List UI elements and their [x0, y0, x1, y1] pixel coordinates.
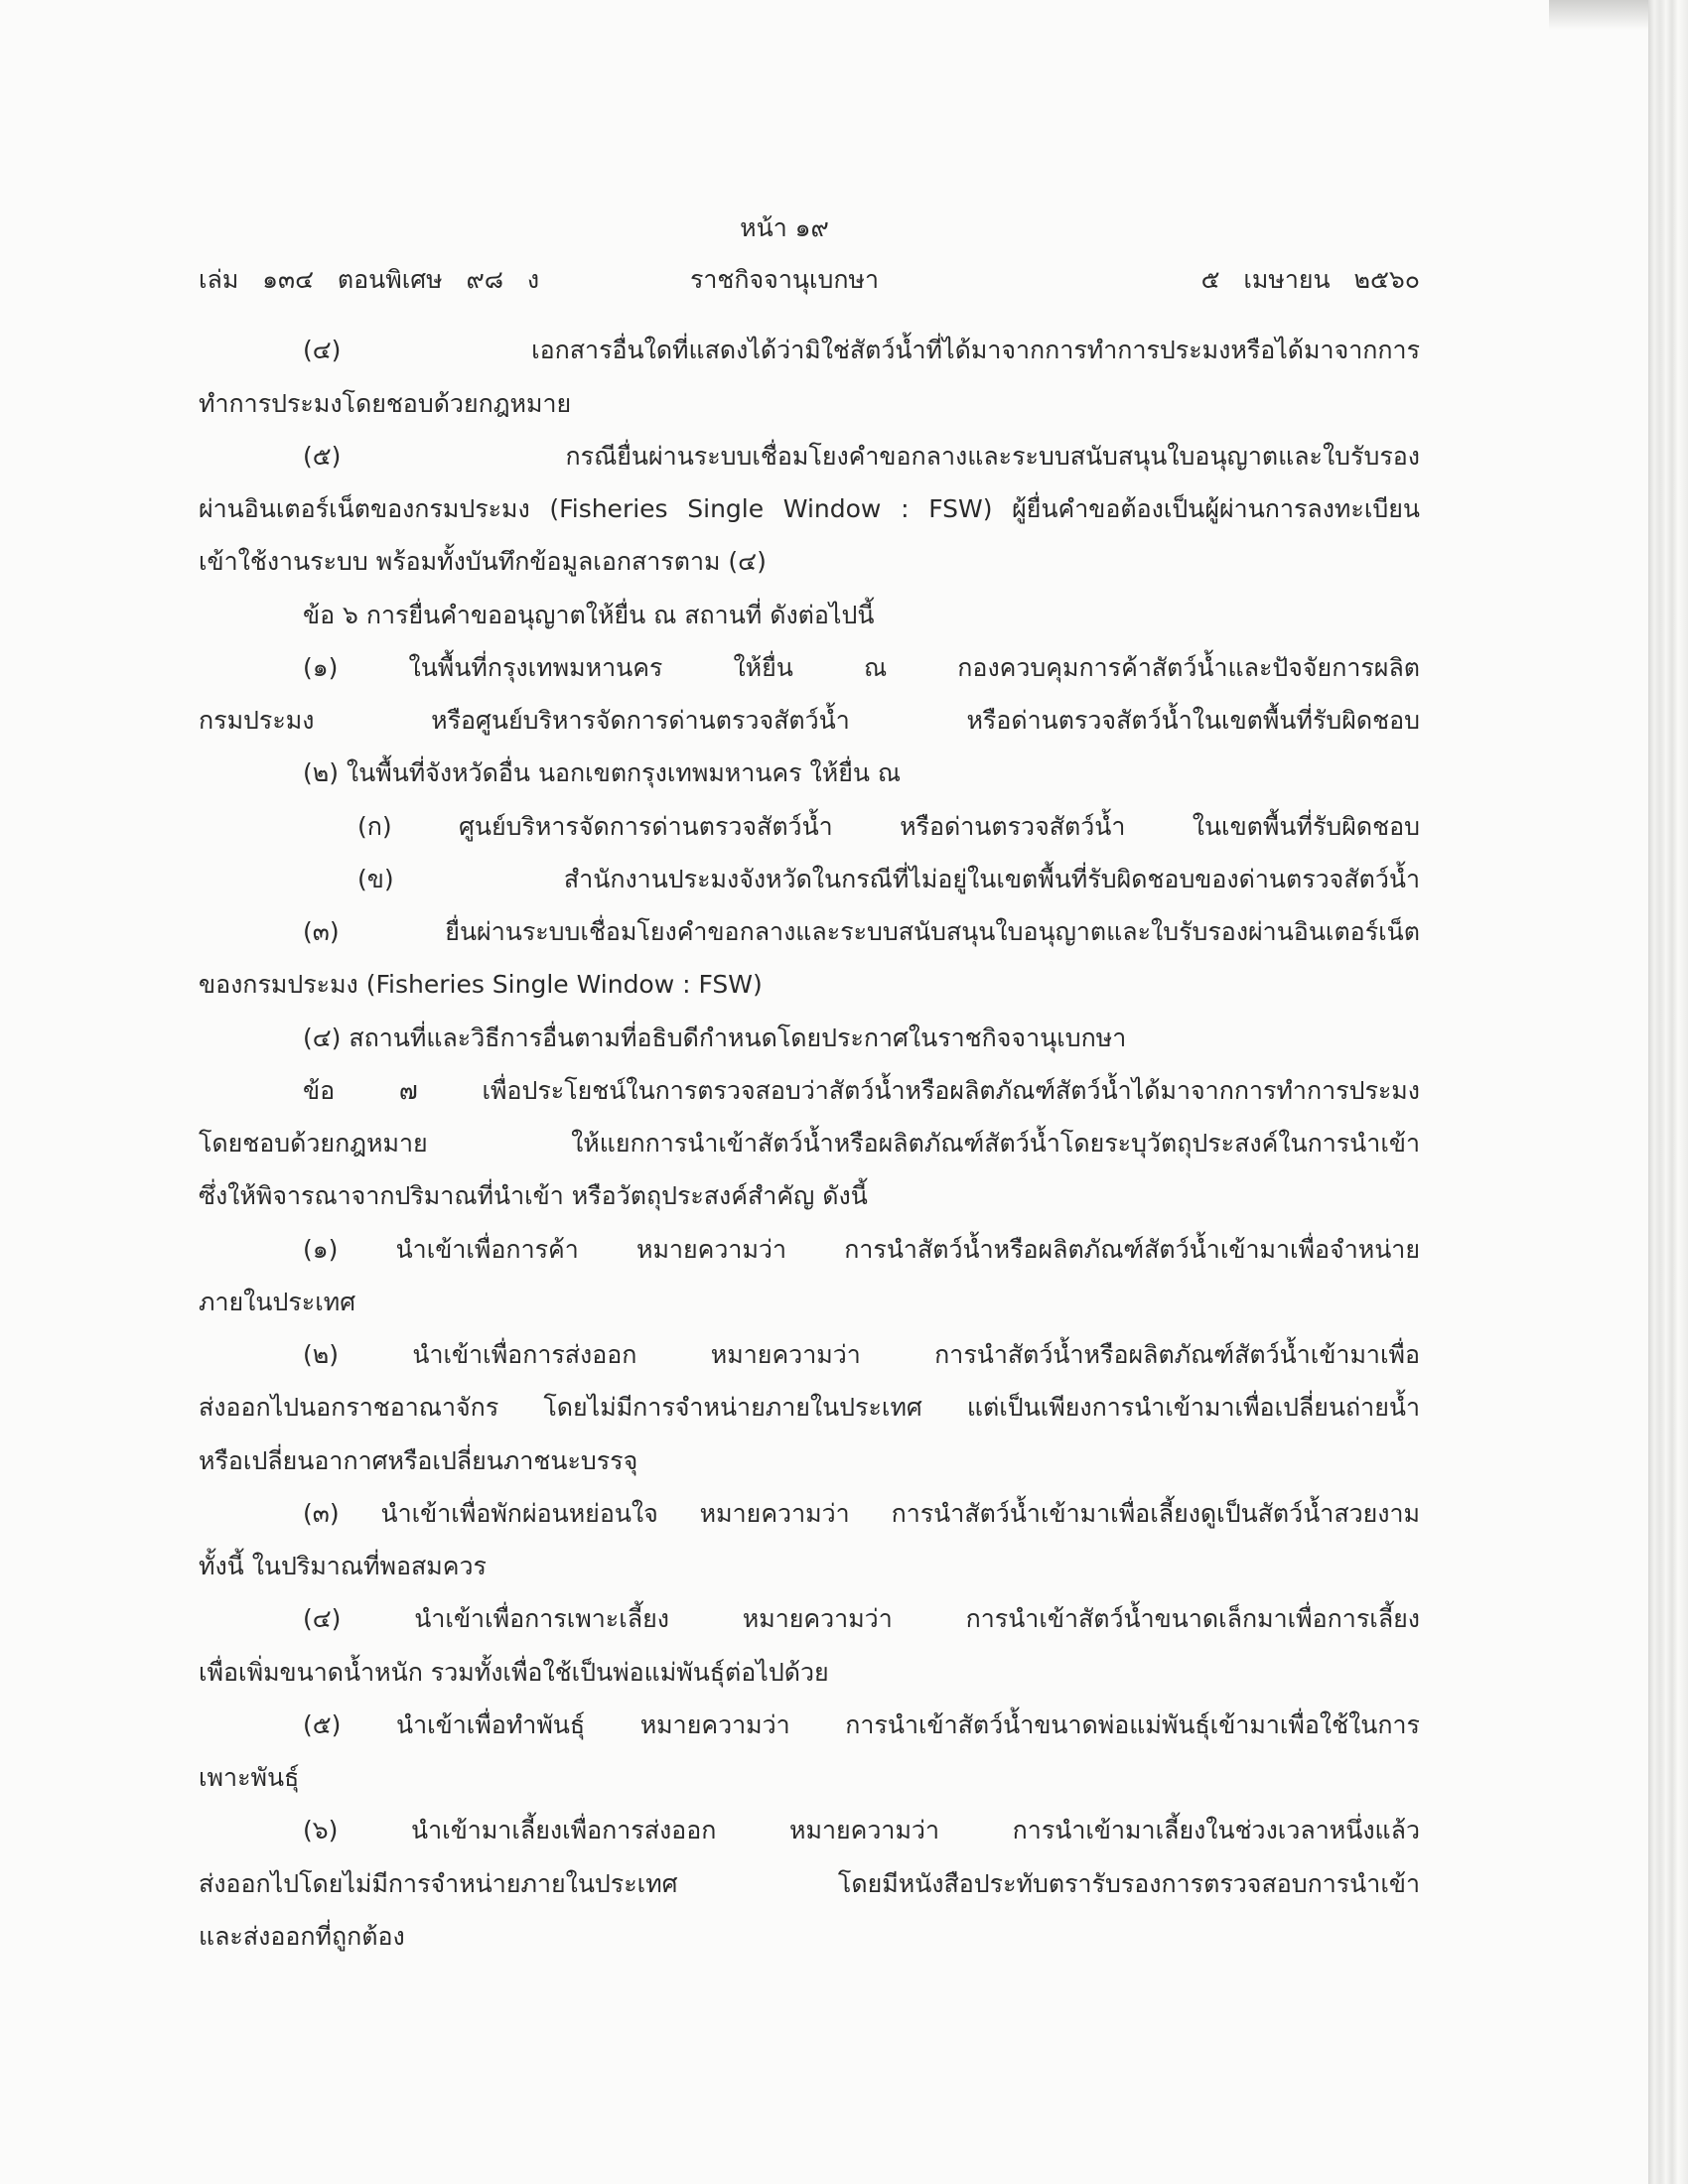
text-line: เข้าใช้งานระบบ พร้อมทั้งบันทึกข้อมูลเอกสารตาม (๔)	[199, 547, 767, 576]
page-number: หน้า ๑๙	[740, 213, 829, 242]
text-line: ผ่านอินเตอร์เน็ตของกรมประมง (Fisheries Single Window : FSW) ผู้ยื่นคำขอต้องเป็นผู้ผ่านการลงทะเบียน	[199, 494, 1420, 523]
scan-shadow	[1549, 0, 1648, 30]
text-line: (๔) เอกสารอื่นใดที่แสดงได้ว่ามิใช่สัตว์น้ำที่ได้มาจากการทำการประมงหรือได้มาจากการ	[303, 336, 1420, 364]
text-line: และส่งออกที่ถูกต้อง	[199, 1922, 405, 1951]
text-line: (ข) สำนักงานประมงจังหวัดในกรณีที่ไม่อยู่ในเขตพื้นที่รับผิดชอบของด่านตรวจสัตว์น้ำ	[357, 865, 1420, 893]
text-line: เพาะพันธุ์	[199, 1763, 300, 1792]
text-line: ภายในประเทศ	[199, 1288, 356, 1316]
text-line: ข้อ ๖ การยื่นคำขออนุญาตให้ยื่น ณ สถานที่ ดังต่อไปนี้	[303, 601, 875, 629]
text-line: (๑) นำเข้าเพื่อการค้า หมายความว่า การนำสัตว์น้ำหรือผลิตภัณฑ์สัตว์น้ำเข้ามาเพื่อจำหน่าย	[303, 1235, 1420, 1264]
text-line: โดยชอบด้วยกฎหมาย ให้แยกการนำเข้าสัตว์น้ำหรือผลิตภัณฑ์สัตว์น้ำโดยระบุวัตถุประสงค์ในการนำเข้า	[199, 1129, 1420, 1158]
text-line: ส่งออกไปโดยไม่มีการจำหน่ายภายในประเทศ โดยมีหนังสือประทับตรารับรองการตรวจสอบการนำเข้า	[199, 1869, 1420, 1898]
text-line: เพื่อเพิ่มขนาดน้ำหนัก รวมทั้งเพื่อใช้เป็นพ่อแม่พันธุ์ต่อไปด้วย	[199, 1658, 829, 1687]
text-line: ของกรมประมง (Fisheries Single Window : FSW)	[199, 970, 763, 999]
text-line: (๔) สถานที่และวิธีการอื่นตามที่อธิบดีกำหนดโดยประกาศในราชกิจจานุเบกษา	[303, 1024, 1127, 1052]
text-line: ส่งออกไปนอกราชอาณาจักร โดยไม่มีการจำหน่ายภายในประเทศ แต่เป็นเพียงการนำเข้ามาเพื่อเปลี่ยนถ่ายน้ำ	[199, 1393, 1420, 1422]
text-line: หรือเปลี่ยนอากาศหรือเปลี่ยนภาชนะบรรจุ	[199, 1446, 638, 1475]
volume-info: เล่ม ๑๓๔ ตอนพิเศษ ๙๘ ง	[199, 265, 540, 294]
text-line: ทำการประมงโดยชอบด้วยกฎหมาย	[199, 389, 572, 418]
text-line: (ก) ศูนย์บริหารจัดการด่านตรวจสัตว์น้ำ หรือด่านตรวจสัตว์น้ำ ในเขตพื้นที่รับผิดชอบ	[357, 812, 1420, 841]
text-line: ซึ่งให้พิจารณาจากปริมาณที่นำเข้า หรือวัตถุประสงค์สำคัญ ดังนี้	[199, 1181, 868, 1210]
gazette-title: ราชกิจจานุเบกษา	[689, 265, 880, 294]
text-line: (๑) ในพื้นที่กรุงเทพมหานคร ให้ยื่น ณ กองควบคุมการค้าสัตว์น้ำและปัจจัยการผลิต	[303, 653, 1420, 682]
text-line: (๕) นำเข้าเพื่อทำพันธุ์ หมายความว่า การนำเข้าสัตว์น้ำขนาดพ่อแม่พันธุ์เข้ามาเพื่อใช้ในการ	[303, 1710, 1420, 1739]
text-line: (๖) นำเข้ามาเลี้ยงเพื่อการส่งออก หมายความว่า การนำเข้ามาเลี้ยงในช่วงเวลาหนึ่งแล้ว	[303, 1816, 1420, 1844]
publication-date: ๕ เมษายน ๒๕๖๐	[1200, 265, 1420, 294]
text-line: (๓) นำเข้าเพื่อพักผ่อนหย่อนใจ หมายความว่า การนำสัตว์น้ำเข้ามาเพื่อเลี้ยงดูเป็นสัตว์น้ำสวยงาม	[303, 1499, 1420, 1528]
page-edge-stack	[1648, 0, 1688, 2184]
text-line: ทั้งนี้ ในปริมาณที่พอสมควร	[199, 1552, 487, 1580]
text-line: (๔) นำเข้าเพื่อการเพาะเลี้ยง หมายความว่า การนำเข้าสัตว์น้ำขนาดเล็กมาเพื่อการเลี้ยง	[303, 1604, 1420, 1633]
text-line: (๓) ยื่นผ่านระบบเชื่อมโยงคำขอกลางและระบบสนับสนุนใบอนุญาตและใบรับรองผ่านอินเตอร์เน็ต	[303, 917, 1420, 946]
text-line: กรมประมง หรือศูนย์บริหารจัดการด่านตรวจสัตว์น้ำ หรือด่านตรวจสัตว์น้ำในเขตพื้นที่รับผิดชอบ	[199, 706, 1420, 735]
text-line: ข้อ ๗ เพื่อประโยชน์ในการตรวจสอบว่าสัตว์น้ำหรือผลิตภัณฑ์สัตว์น้ำได้มาจากการทำการประมง	[303, 1076, 1420, 1105]
text-line: (๒) ในพื้นที่จังหวัดอื่น นอกเขตกรุงเทพมหานคร ให้ยื่น ณ	[303, 758, 902, 787]
text-line: (๕) กรณียื่นผ่านระบบเชื่อมโยงคำขอกลางและระบบสนับสนุนใบอนุญาตและใบรับรอง	[303, 442, 1420, 471]
text-line: (๒) นำเข้าเพื่อการส่งออก หมายความว่า การนำสัตว์น้ำหรือผลิตภัณฑ์สัตว์น้ำเข้ามาเพื่อ	[303, 1340, 1420, 1369]
